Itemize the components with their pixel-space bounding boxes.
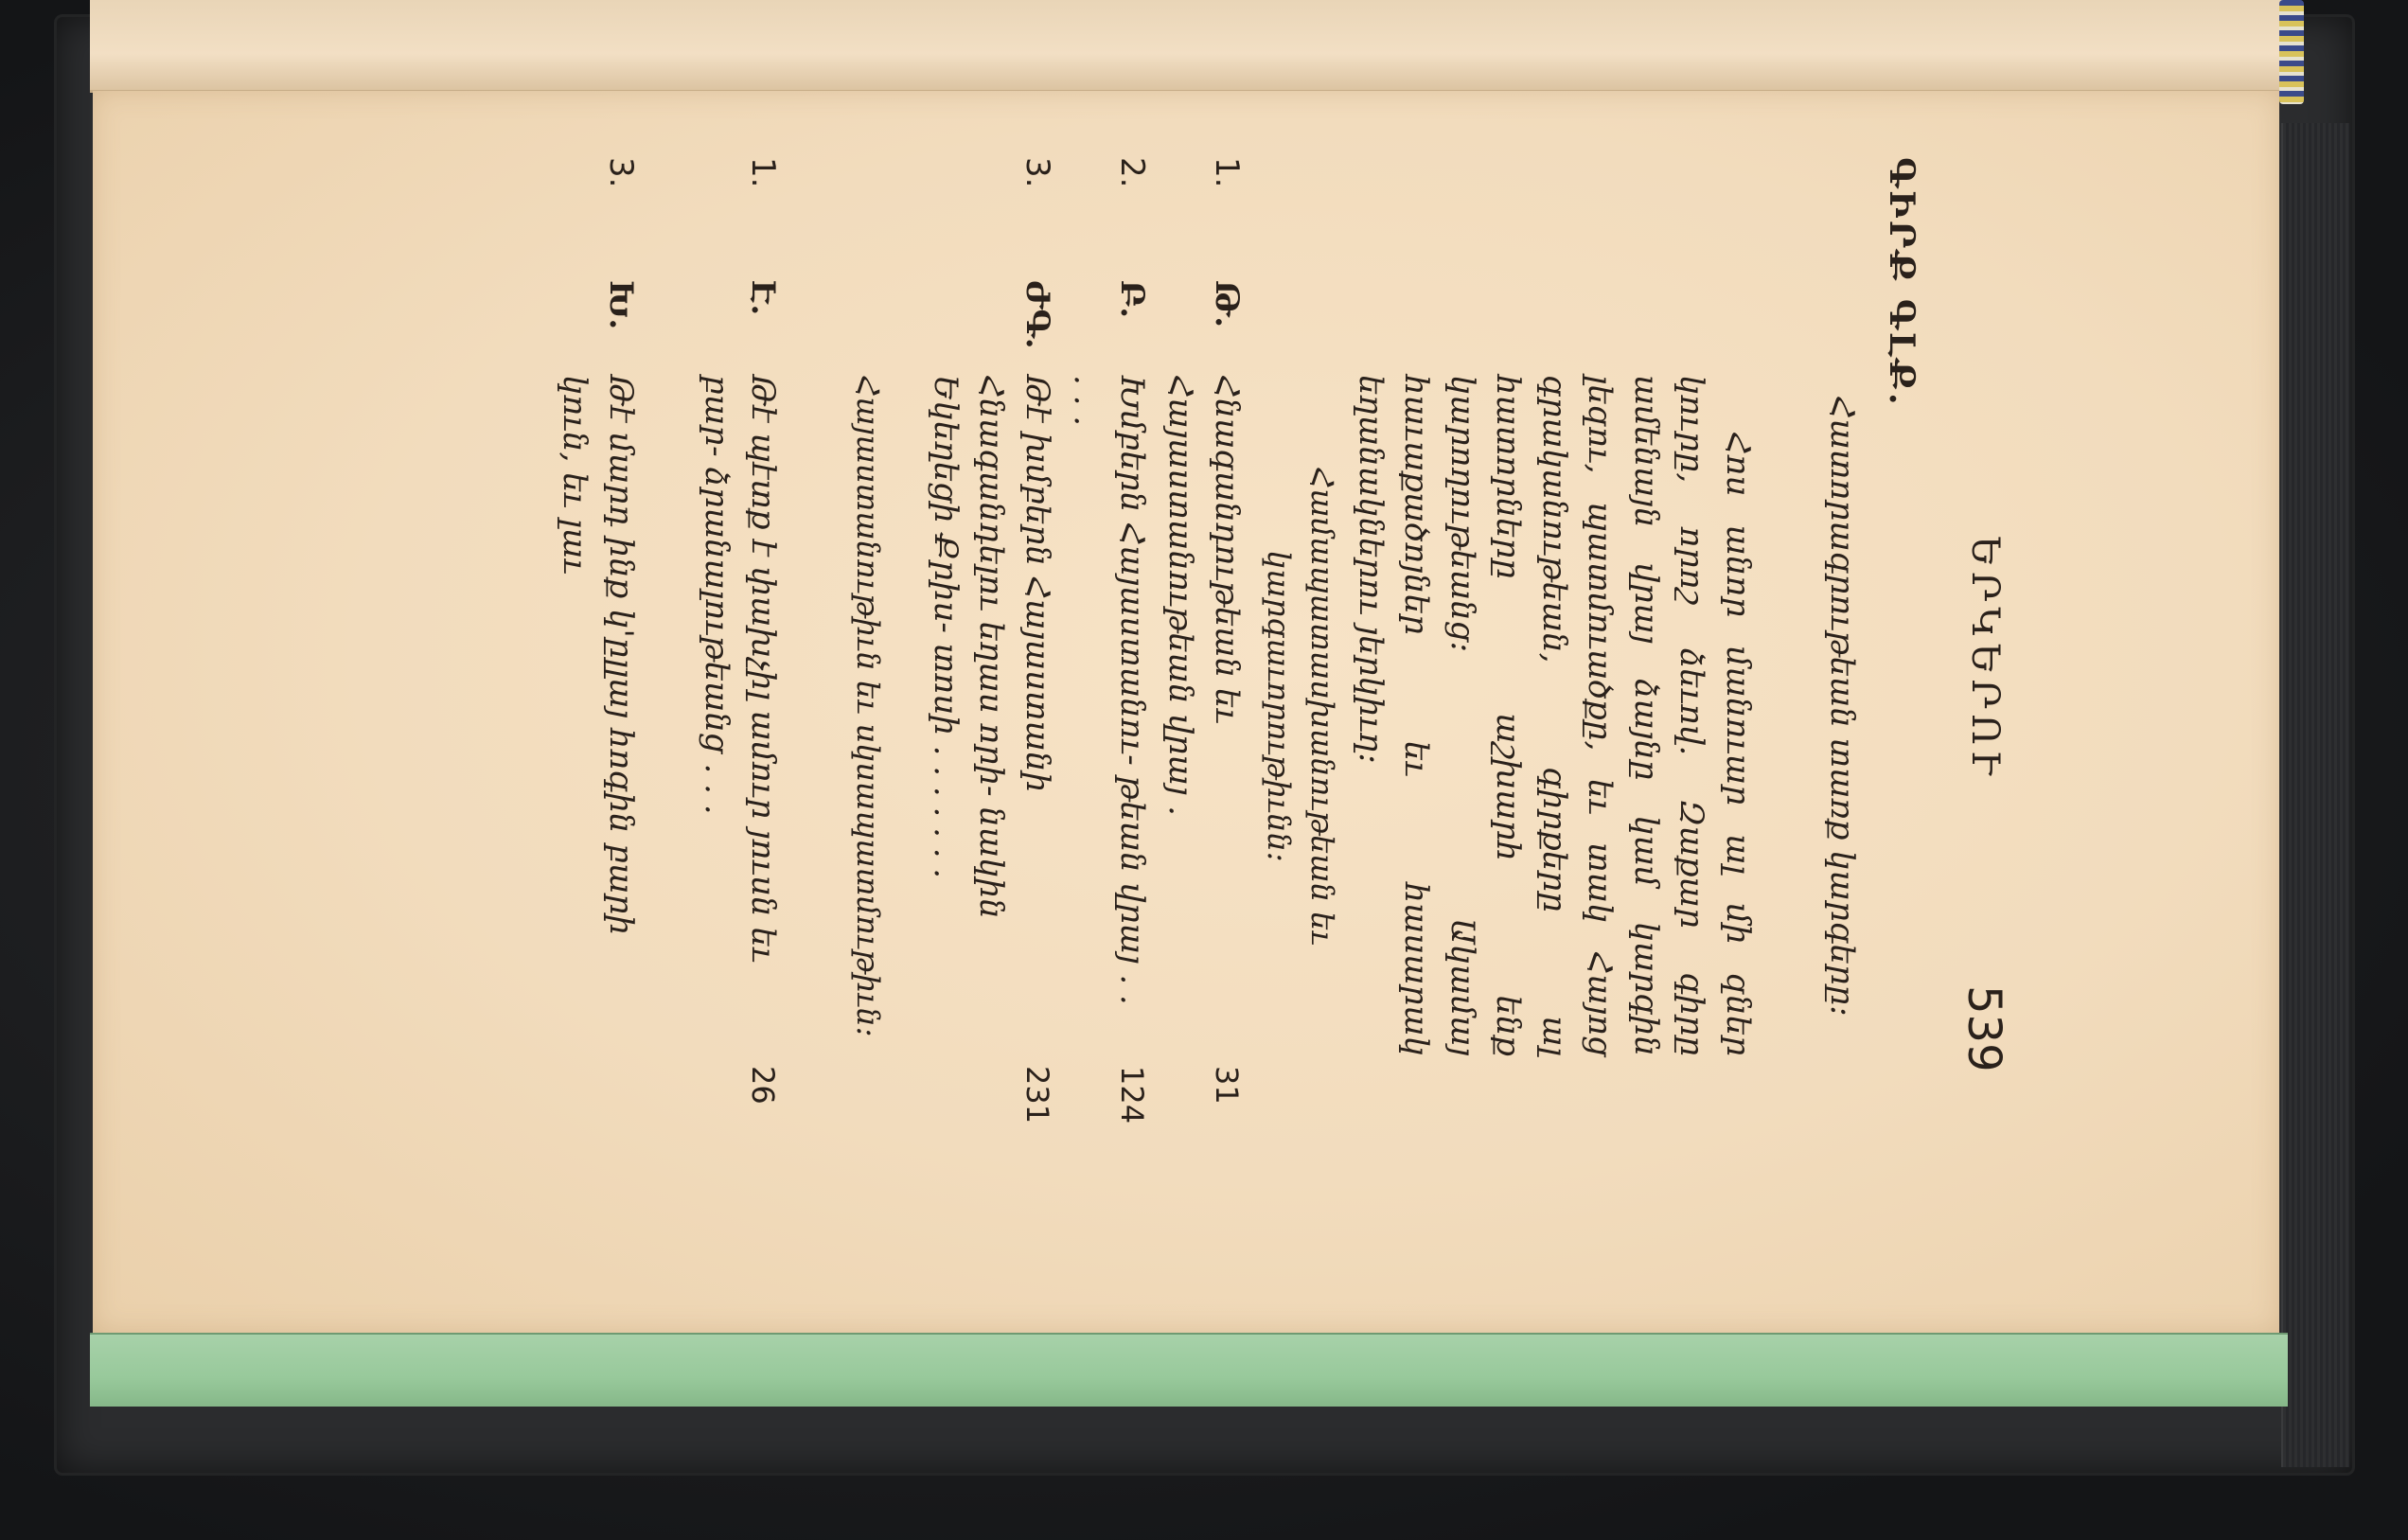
entry-number: 1. — [1208, 157, 1246, 188]
entry-letter: Բ. — [1113, 280, 1151, 319]
entry-page: 124 — [1114, 1066, 1150, 1124]
entry-text: Հնագանդութեան եւ Հայաստանութեան վրայ . — [1161, 375, 1246, 816]
entry-text: Խմբերն Հայաստանու- թեան վրայ . . . . . — [1067, 375, 1151, 1005]
entry-page: 231 — [1019, 1066, 1055, 1124]
entry-letter: ԺԳ. — [1018, 280, 1056, 349]
binding-thread — [2279, 0, 2304, 104]
intro-paragraph — [1348, 375, 1762, 1056]
rotated-text-block — [341, 157, 2010, 1331]
entry-number: 3. — [602, 157, 640, 188]
intro-text: Հոս անոր մանուար ալ մի զներ կուրը, որոշ ձեւով. Զաքար գիրը ամենայն վրայ ձայնը կամ կարգին լեզու, պատմուածքը, եւ տակ Հայոց գրականութեան, գիրքերը ալ հատորները աշխարհ ենք կարողութեանց։ Ակամայ հաւաքածոյներ եւ հասարակ եղանակներու յերկիւղ։ — [1352, 375, 1757, 1056]
running-head — [1950, 157, 2010, 1104]
green-endpaper — [90, 1333, 2288, 1407]
entry-text: Թէ պէտք է փախչիլ ամուր յուսն եւ բար- ձրանալութեանց . . . — [698, 375, 782, 964]
entry-page: 26 — [745, 1066, 781, 1105]
entry-number: 2. — [1113, 157, 1151, 188]
entry-text: Թէ խմբերն Հայաստանի Հնագանդելու եղաս որի- նակին Եկեղեցի Քրիս- տոսի . . . . . . . — [927, 375, 1056, 919]
section-title: Հատորագրութեան տառք կարգերը։ — [1823, 396, 1861, 1017]
entry-letter: Խ. — [602, 280, 640, 330]
book-spine-cloth — [2281, 123, 2349, 1467]
entry-text: Թէ մարդ ինք կ'ըլլայ հոգին բարի կուն, եւ լաւ — [556, 375, 640, 935]
entry-number: 3. — [1018, 157, 1056, 188]
entry-letter: Թ. — [1208, 280, 1246, 328]
running-title: ԵՐԿԵՐՈՒ — [1963, 536, 2007, 780]
subsection-title: Համապատասխանութեան եւ կարգաւորութիւնն։ — [1261, 467, 1340, 946]
page-block-edge — [90, 0, 2286, 93]
entry-number: 1. — [744, 157, 782, 188]
subsection-title: Հայաստանութիւն եւ սկսապատմութիւն։ — [850, 375, 886, 1037]
page-number: 539 — [1957, 985, 2010, 1072]
part-label: ԳԻՐՔ ԳԼՔ. — [1882, 157, 1921, 408]
entry-letter: Է. — [744, 280, 782, 316]
entry-page: 31 — [1209, 1066, 1245, 1105]
